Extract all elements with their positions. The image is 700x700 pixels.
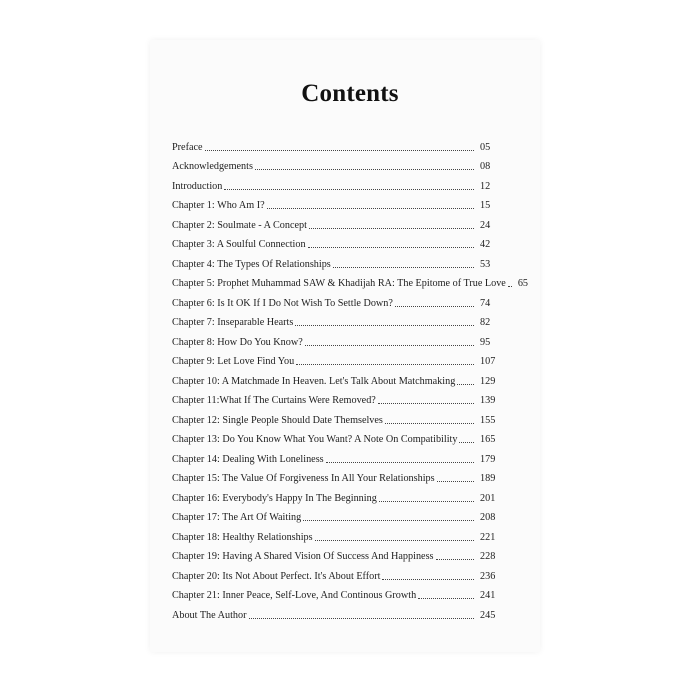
toc-entry-page-number: 179 — [480, 453, 496, 465]
dot-leader — [309, 228, 474, 229]
dot-leader — [296, 364, 474, 365]
toc-entry — [172, 407, 500, 427]
toc-entry-page-number: 95 — [480, 336, 491, 348]
toc-entry-page-number: 82 — [480, 317, 491, 328]
toc-entry — [172, 290, 500, 310]
dot-leader — [418, 598, 474, 599]
dot-leader — [382, 579, 474, 580]
toc-entry — [172, 271, 529, 291]
toc-entry-page-number: 107 — [480, 356, 496, 367]
toc-entry — [172, 368, 500, 388]
toc-entry — [172, 466, 500, 486]
toc-entry-page-number: 241 — [480, 590, 496, 601]
toc-entry-page-number: 08 — [480, 161, 491, 172]
dot-leader — [395, 306, 474, 307]
dot-leader — [315, 540, 474, 541]
toc-entry-label: Chapter 15: The Value Of Forgiveness In All Your Relationships — [172, 473, 435, 484]
toc-entry-label: Chapter 1: Who Am I? — [172, 200, 265, 211]
toc-entry-page-number: 139 — [480, 395, 496, 406]
toc-entry-page-number: 05 — [480, 141, 491, 153]
toc-entry-page-number: 65 — [517, 278, 529, 289]
toc-entry-label: Chapter 6: Is It OK If I Do Not Wish To Settle Down? — [172, 297, 393, 309]
toc-entry-label: Chapter 4: The Types Of Relationships — [172, 258, 331, 270]
dot-leader — [326, 462, 474, 463]
toc-entry-label: Chapter 14: Dealing With Loneliness — [172, 453, 324, 465]
toc-entry-label: Chapter 12: Single People Should Date Themselves — [172, 414, 383, 426]
page-title: Contents — [301, 80, 399, 107]
dot-leader — [333, 267, 474, 268]
toc-entry — [172, 524, 500, 544]
toc-entry-page-number: 53 — [480, 258, 491, 270]
toc-entry-page-number: 155 — [480, 414, 496, 426]
toc-entry-label: Chapter 3: A Soulful Connection — [172, 239, 306, 250]
toc-entry-page-number: 15 — [480, 200, 491, 211]
toc-entry — [172, 193, 500, 213]
dot-leader — [436, 559, 475, 560]
dot-leader — [437, 481, 474, 482]
toc-entry-label: Chapter 17: The Art Of Waiting — [172, 512, 302, 523]
toc-entry-page-number: 201 — [480, 492, 496, 504]
toc-entry-label: Chapter 7: Inseparable Hearts — [172, 317, 294, 328]
dot-leader — [378, 403, 474, 404]
toc-entry-page-number: 208 — [480, 512, 496, 523]
toc-entry-label: About The Author — [172, 609, 247, 621]
dot-leader — [205, 150, 474, 151]
dot-leader — [303, 520, 474, 521]
toc-entry-label: Introduction — [172, 180, 223, 192]
dot-leader — [385, 423, 474, 424]
toc-entry — [172, 173, 500, 193]
dot-leader — [224, 189, 474, 190]
toc-entry-page-number: 74 — [480, 297, 491, 309]
toc-entry — [172, 485, 500, 505]
toc-entry-label: Chapter 21: Inner Peace, Self-Love, And Continous Growth — [172, 590, 417, 601]
toc-entry-label: Chapter 16: Everybody's Happy In The Beginning — [172, 492, 377, 504]
dot-leader — [249, 618, 474, 619]
toc-entry-label: Chapter 9: Let Love Find You — [172, 356, 295, 367]
toc-entry — [172, 349, 500, 369]
toc-entry-label: Chapter 13: Do You Know What You Want? A Note On Compatibility — [172, 434, 458, 445]
toc-entry-page-number: 228 — [480, 551, 496, 562]
toc-entry — [172, 134, 500, 154]
dot-leader — [255, 169, 474, 170]
toc-entry — [172, 329, 500, 349]
toc-entry — [172, 563, 500, 583]
toc-entry-label: Acknowledgements — [172, 161, 253, 172]
toc-entry-page-number: 129 — [480, 375, 496, 387]
toc-entry-page-number: 12 — [480, 180, 491, 192]
toc-entry-page-number: 24 — [480, 219, 491, 231]
toc-entry-label: Chapter 2: Soulmate - A Concept — [172, 219, 307, 231]
toc-entry — [172, 154, 500, 174]
toc-entry-label: Preface — [172, 141, 203, 153]
toc-entry — [172, 544, 500, 564]
toc-entry-label: Chapter 19: Having A Shared Vision Of Success And Happiness — [172, 551, 434, 562]
toc-entry — [172, 602, 500, 622]
toc-entry — [172, 388, 500, 408]
dot-leader — [508, 286, 512, 287]
toc-entry-page-number: 221 — [480, 531, 496, 543]
toc-entry-label: Chapter 11:What If The Curtains Were Removed? — [172, 395, 376, 406]
toc-entry-label: Chapter 8: How Do You Know? — [172, 336, 303, 348]
toc-entry-page-number: 245 — [480, 609, 496, 621]
toc-entry — [172, 310, 500, 330]
dot-leader — [459, 442, 474, 443]
dot-leader — [267, 208, 474, 209]
toc-entry-page-number: 189 — [480, 473, 496, 484]
toc-entry-label: Chapter 5: Prophet Muhammad SAW & Khadijah RA: The Epitome of True Love — [172, 278, 506, 289]
dot-leader — [305, 345, 474, 346]
toc-entry-page-number: 236 — [480, 570, 496, 582]
dot-leader — [308, 247, 474, 248]
dot-leader — [295, 325, 474, 326]
dot-leader — [457, 384, 474, 385]
toc-entry-label: Chapter 20: Its Not About Perfect. It's About Effort — [172, 570, 381, 582]
toc-entry-page-number: 165 — [480, 434, 496, 445]
toc-entry-page-number: 42 — [480, 239, 491, 250]
toc-entry-label: Chapter 10: A Matchmade In Heaven. Let's Talk About Matchmaking — [172, 375, 456, 387]
toc-entry — [172, 232, 500, 252]
table-of-contents — [172, 134, 529, 622]
toc-entry — [172, 446, 500, 466]
toc-entry — [172, 251, 500, 271]
toc-entry — [172, 505, 500, 525]
toc-entry — [172, 427, 500, 447]
toc-entry — [172, 212, 500, 232]
dot-leader — [379, 501, 474, 502]
toc-entry-label: Chapter 18: Healthy Relationships — [172, 531, 313, 543]
toc-entry — [172, 583, 500, 603]
